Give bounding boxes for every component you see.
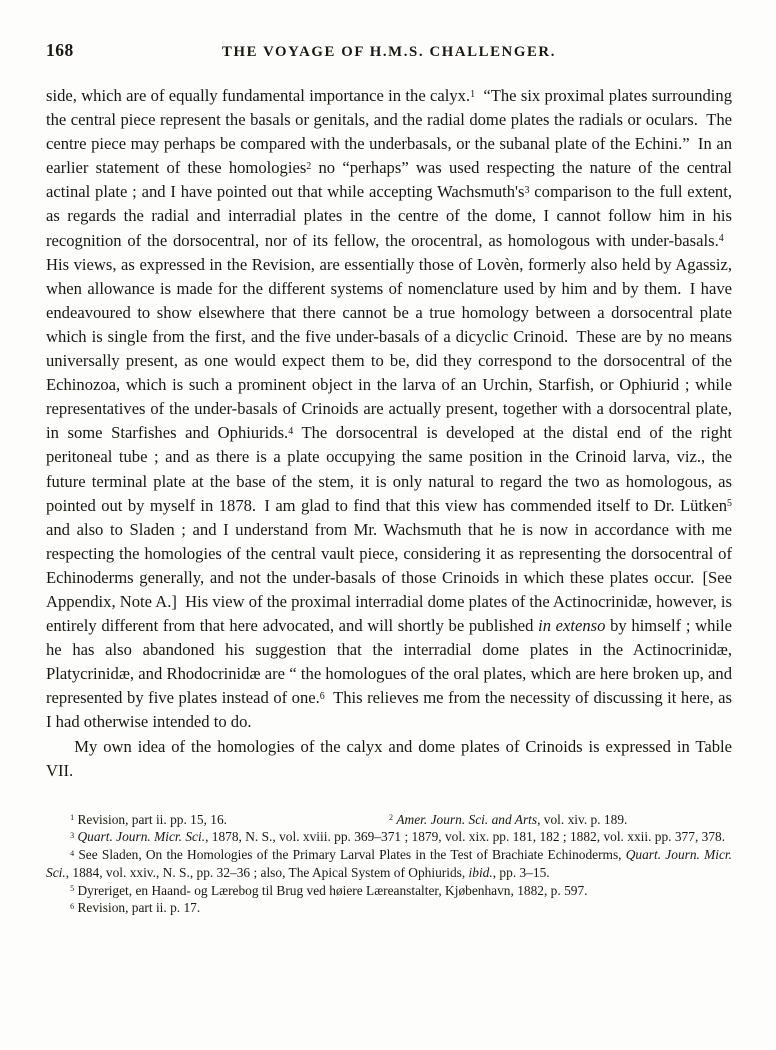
page-number: 168: [46, 40, 74, 60]
body-paragraph-1: [46, 84, 732, 735]
footnote-marker: 2: [306, 160, 312, 172]
text-run: no “perhaps” was used respecting the nature of the central actinal plate ; and I have pointed out that while accepting Wachsmuth's: [46, 158, 732, 202]
footnote-marker: 4: [70, 848, 75, 858]
text-run: “The six proximal plates surrounding the central piece represent the basals or genitals, and the radial dome plates the radials or oculars. The centre piece may perhaps be compared with the underbasals, or the subanal plate of the Echini.” In an earlier statement of these homologies: [46, 86, 733, 178]
footnote-row: [46, 811, 732, 829]
footnote-marker: 3: [70, 830, 75, 840]
running-head: THE VOYAGE OF H.M.S. CHALLENGER.: [221, 44, 556, 60]
body-paragraph-2: [46, 735, 732, 783]
text-run: This relieves me from the necessity of discussing it here, as I had otherwise intended to do.: [46, 688, 733, 732]
italic-text: Quart. Journ. Micr. Sci.: [46, 847, 732, 880]
footnote-4: [46, 846, 732, 881]
footnote-marker: 4: [718, 233, 724, 245]
page-header: [46, 40, 732, 61]
footnote-marker: 6: [70, 901, 75, 911]
footnote-6: [46, 899, 732, 917]
text-run: , pp. 3–15.: [492, 864, 550, 880]
text-run: side, which are of equally fundamental importance in the calyx.: [46, 86, 471, 105]
footnote-marker: 5: [727, 498, 732, 510]
text-run: , vol. xiv. p. 189.: [537, 811, 628, 827]
text-run: , 1878, N. S., vol. xviii. pp. 369–371 ; 1879, vol. xix. pp. 181, 182 ; 1882, vol. xxii. pp. 377, 378.: [205, 829, 726, 845]
italic-text: Amer. Journ. Sci. and Arts: [396, 811, 538, 827]
text-run: comparison to the full extent, as regards the radial and interradial plates in the centre of the dome, I cannot follow him in his recognition of the dorsocentral, nor of its fellow, the orocentral, as homologous with under-basals.: [46, 182, 732, 250]
text-run: , 1884, vol. xxiv., N. S., pp. 32–36 ; also, The Apical System of Ophiurids,: [65, 864, 469, 880]
text-run: His views, as expressed in the Revision, are essentially those of Lovèn, formerly also held by Agassiz, when allowance is made for the different systems of nomenclature used by him and by them. I have endeavoured to show elsewhere that there cannot be a true homology between a dorsocentral plate which is single from the first, and the five under-basals of a dicyclic Crinoid. These are by no means universally present, as one would expect them to be, did they correspond to the dorsocentral of the Echinozoa, which is such a prominent object in the larva of an Urchin, Starfish, or Ophiurid ; while representatives of the under-basals of Crinoids are actually present, together with a dorsocentral plate, in some Starfishes and Ophiurids.: [46, 230, 732, 443]
footnote-marker: 2: [389, 813, 394, 823]
text-run: and also to Sladen ; and I understand from Mr. Wachsmuth that he is now in accordance with me respecting the homologies of the central vault piece, considering it as representing the dorsocentral of Echinoderms generally, and not the under-basals of those Crinoids in which these plates occur. [See Appendix, Note A.] His view of the proximal interradial dome plates of the Actinocrinidæ, however, is entirely different from that here advocated, and will shortly be published: [46, 519, 732, 636]
body-text: [46, 84, 732, 783]
text-run: See Sladen, On the Homologies of the Primary Larval Plates in the Test of Brachiate Echinoderms,: [74, 847, 626, 863]
footnote-list: [46, 828, 732, 917]
text-run: My own idea of the homologies of the calyx and dome plates of Crinoids is expressed in Table VII.: [46, 736, 732, 780]
footnote-2: [389, 811, 732, 829]
text-run: Revision, part ii. p. 17.: [74, 900, 201, 916]
footnote-3: [46, 828, 732, 846]
italic-text: Quart. Journ. Micr. Sci.: [77, 829, 206, 845]
footnote-marker: 1: [70, 813, 75, 823]
text-run: Revision, part ii. pp. 15, 16.: [74, 811, 227, 827]
footnotes-section: [46, 811, 732, 917]
footnote-marker: 4: [288, 425, 294, 437]
footnote-1: [46, 811, 389, 829]
text-run: The dorsocentral is developed at the distal end of the right peritoneal tube ; and as there is a plate occupying the same position in the Crinoid larva, viz., the future terminal plate at the base of the stem, it is only natural to regard the two as homologous, as pointed out by myself in 1878. I am glad to find that this view has commended itself to Dr. Lütken: [46, 423, 732, 515]
footnote-5: [46, 882, 732, 900]
footnote-marker: 1: [470, 88, 476, 100]
footnote-marker: 5: [70, 883, 75, 893]
text-run: Dyreriget, en Haand- og Lærebog til Brug ved høiere Læreanstalter, Kjøbenhavn, 1882, p. 597.: [74, 882, 588, 898]
footnote-marker: 3: [524, 184, 530, 196]
footnote-marker: 6: [319, 690, 325, 702]
italic-text: ibid.: [468, 864, 493, 880]
italic-text: in extenso: [538, 616, 606, 636]
text-run: by himself ; while he has also abandoned his suggestion that the interradial dome plates in the Actinocrinidæ, Platycrinidæ, and Rhodocrinidæ are “ the homologues of the oral plates, which are here broken up, and represented by five plates instead of one.: [46, 616, 732, 708]
